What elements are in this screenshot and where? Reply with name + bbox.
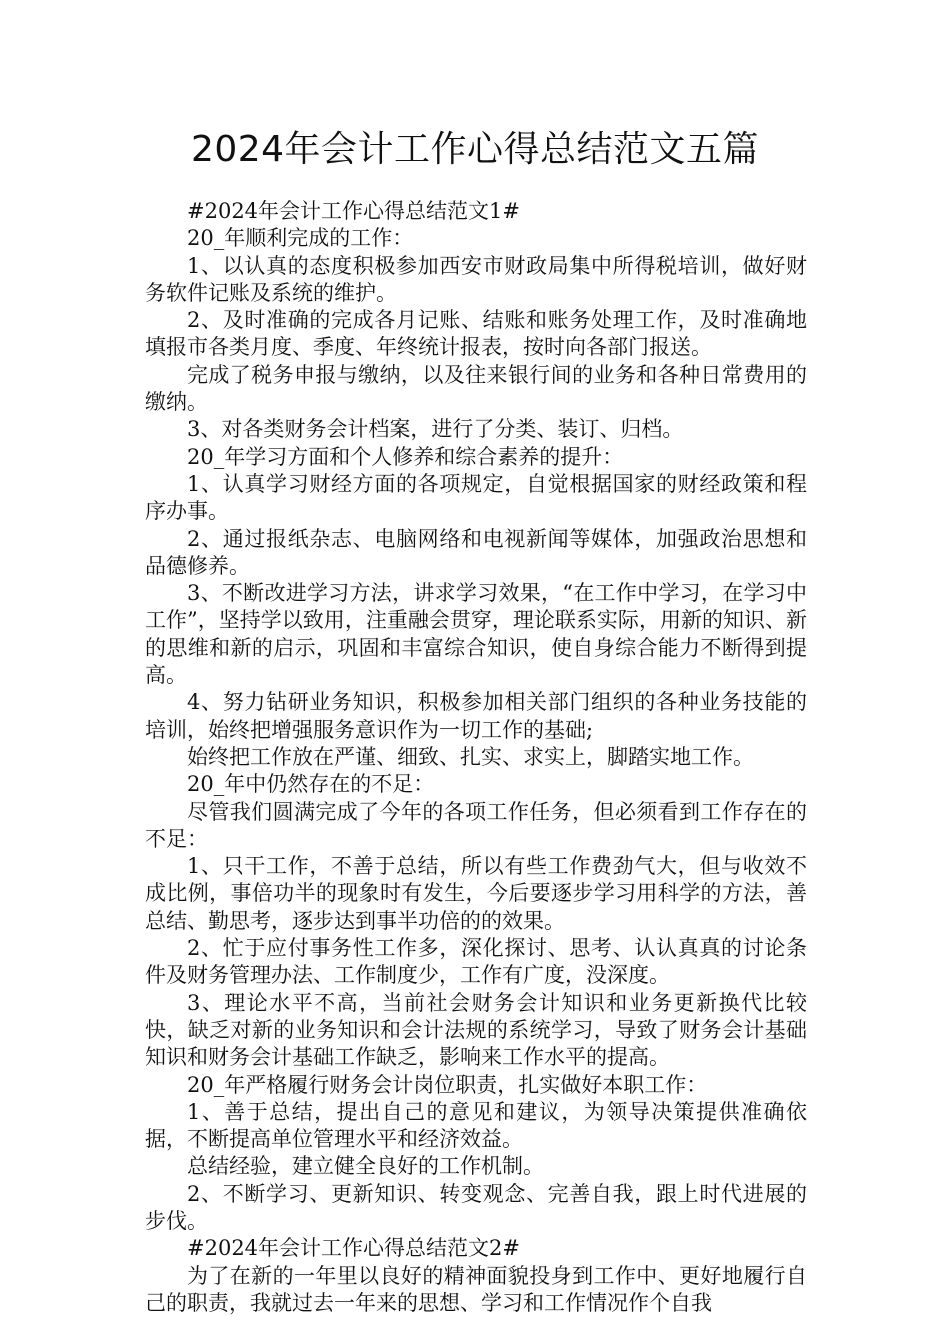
paragraph: 1、只干工作，不善于总结，所以有些工作费劲气大，但与收效不成比例，事倍功半的现象时有发生，今后要逐步学习用科学的方法，善总结、勤思考，逐步达到事半功倍的的效果。	[145, 854, 807, 933]
paragraph: 20_年严格履行财务会计岗位职责，扎实做好本职工作：	[187, 1072, 708, 1097]
paragraph: 3、对各类财务会计档案，进行了分类、装订、归档。	[187, 417, 684, 442]
paragraph: 始终把工作放在严谨、细致、扎实、求实上，脚踏实地工作。	[187, 744, 754, 769]
paragraph: 1、善于总结，提出自己的意见和建议，为领导决策提供准确依据，不断提高单位管理水平和经济效益。	[145, 1099, 807, 1152]
paragraph: 3、不断改进学习方法，讲求学习效果，“在工作中学习，在学习中工作”，坚持学以致用，注重融会贯穿，理论联系实际，用新的知识、新的思维和新的启示，巩固和丰富综合知识，使自身综合能力不断得到提高。	[145, 581, 807, 688]
paragraph: 20_年顺利完成的工作：	[187, 226, 414, 251]
paragraph: #2024年会计工作心得总结范文2#	[187, 1236, 520, 1261]
paragraph: 3、理论水平不高，当前社会财务会计知识和业务更新换代比较快，缺乏对新的业务知识和会计法规的系统学习，导致了财务会计基础知识和财务会计基础工作缺乏，影响来工作水平的提高。	[145, 990, 807, 1070]
paragraph: 20_年中仍然存在的不足：	[187, 772, 435, 797]
paragraph: 总结经验，建立健全良好的工作机制。	[187, 1154, 544, 1179]
paragraph: 2、通过报纸杂志、电脑网络和电视新闻等媒体，加强政治思想和品德修养。	[145, 526, 807, 578]
paragraph: 2、及时准确的完成各月记账、结账和账务处理工作，及时准确地填报市各类月度、季度、年终统计报表，按时向各部门报送。	[145, 308, 807, 360]
paragraph: 2、忙于应付事务性工作多，深化探讨、思考、认认真真的讨论条件及财务管理办法、工作制度少，工作有广度，没深度。	[145, 936, 807, 988]
paragraph: 20_年学习方面和个人修养和综合素养的提升：	[187, 444, 624, 469]
paragraph: 尽管我们圆满完成了今年的各项工作任务，但必须看到工作存在的不足：	[145, 799, 807, 851]
paragraph: 2、不断学习、更新知识、转变观念、完善自我，跟上时代进展的步伐。	[145, 1181, 807, 1233]
paragraph: 为了在新的一年里以良好的精神面貌投身到工作中、更好地履行自己的职责，我就过去一年来的思想、学习和工作情况作个自我	[145, 1263, 807, 1315]
paragraph: 完成了税务申报与缴纳，以及往来银行间的业务和各种日常费用的缴纳。	[145, 362, 807, 415]
paragraph: 1、认真学习财经方面的各项规定，自觉根据国家的财经政策和程序办事。	[145, 471, 807, 524]
document-title: 2024年会计工作心得总结范文五篇	[190, 129, 760, 170]
document-body	[145, 198, 807, 1317]
paragraph: #2024年会计工作心得总结范文1#	[187, 199, 520, 223]
paragraph: 1、以认真的态度积极参加西安市财政局集中所得税培训，做好财务软件记账及系统的维护。	[145, 253, 807, 305]
paragraph: 4、努力钻研业务知识，积极参加相关部门组织的各种业务技能的培训，始终把增强服务意识作为一切工作的基础;	[145, 690, 807, 742]
